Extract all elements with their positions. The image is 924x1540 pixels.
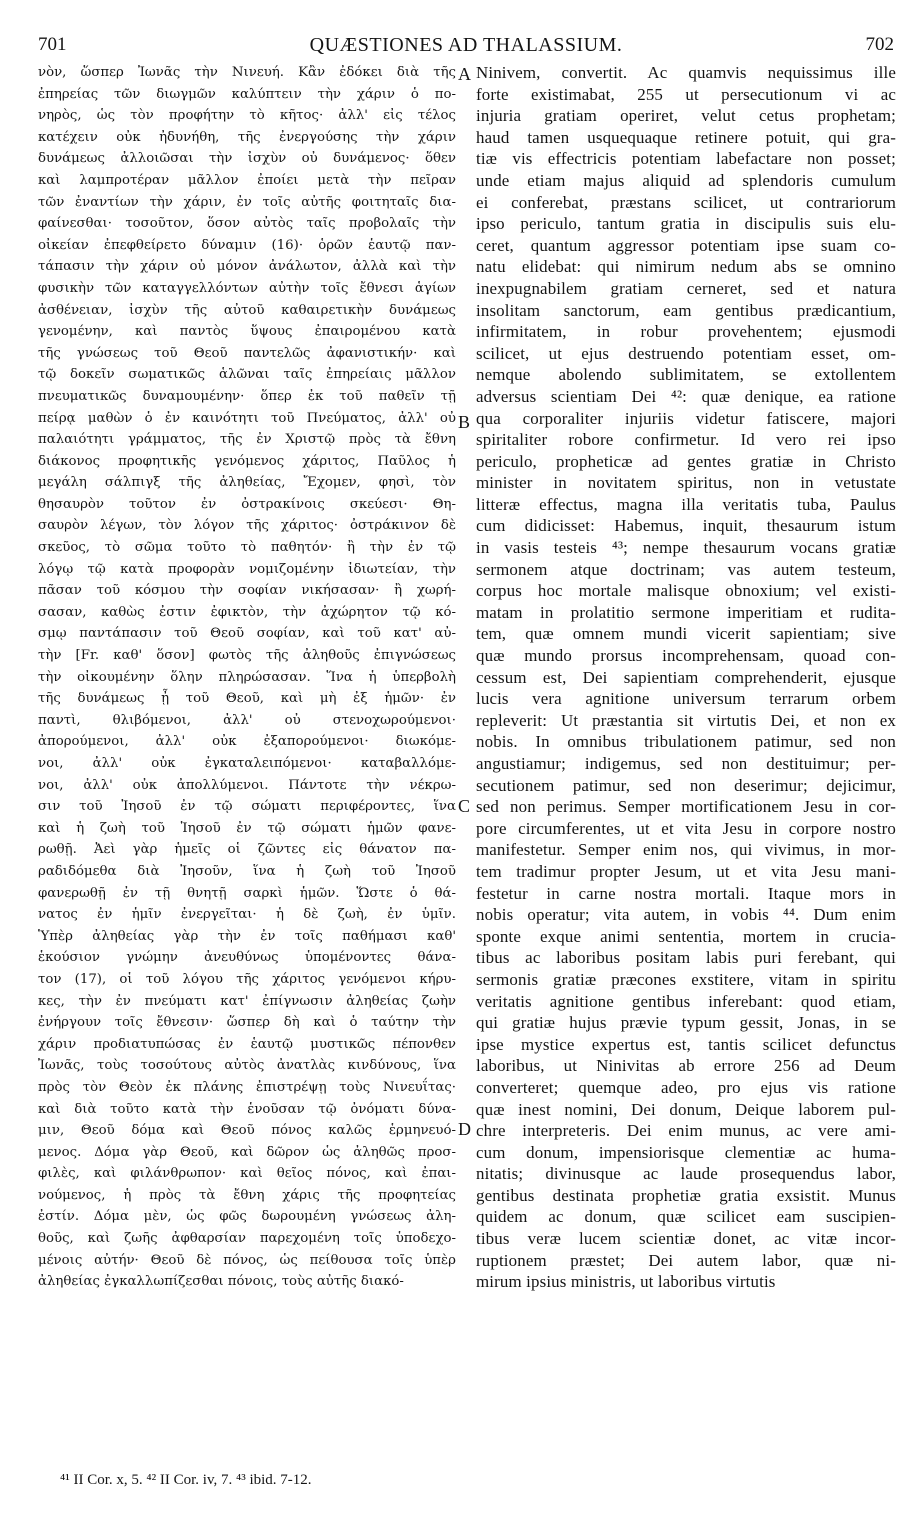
text-line: μεγάλη σάλπιγξ τῆς ἀληθείας, Ἔχομεν, φησὶ, τὸν	[38, 475, 456, 491]
text-line: qui gratiæ hujus prævie typum gessit, Jonas, in se	[476, 1013, 896, 1033]
text-line: λόγῳ τῷ κατὰ προφορὰν νομιζομένην ἰδιωτείαν, τὴν	[38, 561, 456, 577]
text-line: lucis vera agnitione universum terrarum orbem	[476, 689, 896, 709]
text-line: νατος ἐν ἡμῖν ἐνεργεῖται· ἡ δὲ ζωὴ, ἐν ὑμῖν.	[38, 907, 456, 923]
text-line: καὶ διὰ τοῦτο κατὰ τὴν ἑνοῦσαν τῷ ὀνόματι δύνα-	[38, 1101, 456, 1117]
text-line: cum donum, impensiorisque clementiæ ac huma-	[476, 1142, 896, 1162]
text-line: κατέχειν οὐκ ἠδυνήθη, τῆς ἐνεργούσης τὴν χάριν	[38, 129, 456, 145]
text-line: φανερωθῇ ἐν τῇ θνητῇ σαρκὶ ἡμῶν. Ὥστε ὁ θά-	[38, 885, 456, 901]
section-marker-c: C	[458, 796, 471, 816]
text-line: γενομένην, καὶ παντὸς ὕψους ἐπαιρομένου κατὰ	[38, 324, 456, 340]
text-line: ἀληθείας ἐγκαλλωπίζεσθαι πόνοις, τοὺς αὐτῆς διακό-	[38, 1274, 404, 1290]
text-line: converteret; quemque adeo, pro ejus vis ratione	[476, 1077, 896, 1097]
text-line: καὶ λαμπροτέραν μᾶλλον ἐποίει μετὰ τὴν πεῖραν	[38, 172, 456, 188]
text-line: scilicet, ut ejus destruendo potentiam esset, om-	[476, 343, 896, 363]
text-line: manifestetur. Semper enim nos, qui vivimus, in mor-	[476, 840, 896, 860]
text-line: διάκονος προφητικῆς γενόμενος χάριτος, Παῦλος ἡ	[38, 453, 456, 469]
text-line: νὸν, ὥσπερ Ἰωνᾶς τὴν Νινευή. Κἂν ἐδόκει διὰ τῆς	[38, 65, 456, 80]
text-line: πᾶσαν τοῦ κόσμου τὴν σοφίαν νικήσασαν· ἢ χωρή-	[38, 583, 456, 599]
text-line: periculo, propheticæ ad gentes gratiæ in Christo	[476, 451, 896, 471]
running-title: QUÆSTIONES AD THALASSIUM.	[309, 34, 623, 56]
text-line: festetur in carne nostra mortali. Itaque mors in	[476, 883, 896, 903]
text-line: φαίνεσθαι· τοσοῦτον, ὅσον αὐτὸς ταῖς προβολαῖς τὴν	[38, 216, 456, 232]
text-line: σκεῦος, τὸ σῶμα τοῦτο τὸ παθητόν· ἢ τὴν ἐν τῷ	[38, 540, 456, 556]
text-line: adversus scientiam Dei ⁴²: quæ denique, ea ratione	[476, 386, 896, 406]
text-line: ἐνήργουν τοῖς ἔθνεσιν· ὥσπερ δὴ καὶ ὁ ταύτην τὴν	[38, 1015, 456, 1031]
text-line: ραδιδόμεθα διὰ Ἰησοῦν, ἵνα ἡ ζωὴ τοῦ Ἰησοῦ	[38, 863, 456, 879]
text-line: minister in novitatem spiritus, non in vetustate	[476, 473, 896, 493]
text-line: qua corporaliter injuriis videtur fatiscere, majori	[476, 408, 896, 428]
text-line: παλαιότητι γράμματος, τῆς ἐν Χριστῷ πρὸς τὰ ἔθνη	[38, 432, 456, 448]
text-line: σασαν, καθὼς ἐστιν ἐφικτὸν, τὴν ἀχώρητον τῷ κό-	[38, 604, 456, 620]
text-line: νοι, ἀλλ' οὐκ ἐγκαταλειπόμενοι· καταβαλλόμε-	[38, 756, 456, 771]
text-line: unde etiam majus aliquid ad splendoris cumulum	[476, 170, 896, 190]
text-line: ἀσθένειαν, ἰσχὺν τῆς αὐτοῦ καθαιρετικὴν δυνάμεως	[38, 302, 456, 318]
section-marker-d: D	[458, 1119, 471, 1139]
text-line: injuria gratiam operiret, velut cetus prophetam;	[476, 106, 896, 126]
text-line: forte existimabat, 255 ut persecutionum vi ac	[476, 84, 896, 104]
text-line: κες, τὴν ἐν πνεύματι κατ' ἐπίγνωσιν ἀληθείας ζωὴν	[38, 993, 456, 1009]
text-line: παντὶ, θλιβόμενοι, ἀλλ' οὐ στενοχωρούμενοι·	[38, 712, 456, 728]
text-line: natu elidebat: qui nimirum nedum abs se omnino	[476, 257, 896, 277]
text-line: σαυρὸν λέγων, τὸν λόγον τῆς χάριτος· ὀστράκινον δὲ	[38, 518, 456, 534]
text-line: ipse mystice expertus est, tantis scilicet defunctus	[476, 1034, 896, 1054]
text-line: nobis operatur; vita autem, in vobis ⁴⁴. Dum enim	[476, 905, 896, 925]
text-line: tibus veræ lucem scientiæ donet, ac vitæ incor-	[476, 1229, 896, 1249]
text-line: tibus ac laboribus positam labis puri ferebant, qui	[476, 948, 896, 968]
text-line: tem, quæ omnem mundi vicerit sapientiam; sive	[476, 624, 896, 644]
text-line: matam in prolatitio sermone imperitiam et ruditа-	[476, 602, 896, 622]
text-line: φιλὲς, καὶ φιλάνθρωπον· καὶ θεῖος πόνος, καὶ ἐπαι-	[38, 1166, 456, 1182]
text-line: nemque abolendo sublimitatem, se extollentem	[476, 365, 896, 385]
text-line: quæ inest nomini, Dei donum, Deique laborem pul-	[476, 1099, 896, 1119]
text-line: ρωθῇ. Ἀεὶ γὰρ ἡμεῖς οἱ ζῶντες εἰς θάνατον πα-	[38, 842, 456, 858]
text-line: Ninivem, convertit. Ac quamvis nequissimus ille	[476, 63, 896, 82]
page-number-left: 701	[38, 34, 67, 55]
text-line: mirum ipsius ministris, ut laboribus virtutis	[476, 1272, 776, 1292]
text-line: ipso periculo, tantum gratia in discipulis suis elu-	[476, 214, 896, 234]
section-marker-a: A	[458, 64, 471, 84]
text-line: Ἰωνᾶς, τοὺς τοσούτους αὐτὸς ἀνατλὰς κινδύνους, ἵνα	[38, 1058, 456, 1074]
text-line: πρὸς τὸν Θεὸν ἐκ πλάνης ἐπιστρέψῃ τοὺς Νινευΐτας·	[38, 1079, 456, 1095]
text-line: corpus hoc mortale malisque obnoxium; vel existi-	[476, 581, 896, 601]
text-line: τὴν [Fr. καθ' ὅσον] φωτὸς τῆς ἀληθοῦς ἐπιγνώσεως	[38, 648, 456, 664]
text-line: secutionem patimur, sed non deserimur; dejicimur,	[476, 775, 896, 795]
text-line: ruptionem præstet; Dei autem labor, quæ ni-	[476, 1250, 896, 1270]
text-line: τῆς γνώσεως τοῦ Θεοῦ παντελῶς ἀφανιστικήν· καὶ	[38, 345, 456, 361]
text-line: θησαυρὸν τοῦτον ἐν ὀστρακίνοις σκεύεσι· Θη-	[38, 496, 456, 512]
text-line: τὴν οἰκουμένην ὅλην πληρώσασαν. Ἵνα ἡ ὑπερβολὴ	[38, 669, 456, 685]
text-line: inexpugnabilem gratiam cerneret, sed et natura	[476, 278, 896, 298]
text-line: quæ mundo prorsus incomprehensam, quoad con-	[476, 646, 896, 666]
text-line: ei conferebat, præstans scilicet, ut contrariorum	[476, 192, 896, 212]
section-marker-b: B	[458, 412, 471, 432]
text-line: repleverit: Ut præstantia sit virtutis Dei, et non ex	[476, 710, 896, 730]
text-line: ἐπηρείας τῶν διωγμῶν καλύπτειν τὴν χάριν ὁ πο-	[38, 86, 456, 102]
text-line: cum didicisset: Habemus, inquit, thesaurum istum	[476, 516, 896, 536]
greek-text-column	[38, 62, 456, 1457]
text-line: sermonis gratiæ præcones exstitere, vitam in spiritu	[476, 969, 896, 989]
text-line: haud tamen usquequaque retinere potuit, qui gra-	[476, 127, 896, 147]
text-line: πνευματικῶς δυναμουμένην· ὅπερ ἐκ τοῦ παθεῖν τῇ	[38, 388, 456, 404]
text-line: ceret, quantum aggressor potentiam ipse suam co-	[476, 235, 896, 255]
text-line: ἀπορούμενοι, ἀλλ' οὐκ ἐξαπορούμενοι· διωκόμε-	[38, 734, 456, 750]
text-line: τάπασιν τὴν χάριν οὐ μόνον ἀνάλωτον, ἀλλὰ καὶ τὴν	[38, 259, 456, 275]
text-line: νοι, ἀλλ' οὐκ ἀπολλύμενοι. Πάντοτε τὴν νέκρω-	[38, 777, 456, 793]
text-line: νούμενος, ἡ πρὸς τὰ ἔθνη χάρις τῆς προφητείας	[38, 1187, 456, 1203]
text-line: χάριν προδιατυπώσας ἐν ἑαυτῷ μυστικῶς πέπονθεν	[38, 1036, 456, 1052]
text-line: veritatis agnitione gentibus inferebant: quod etiam,	[476, 991, 896, 1011]
text-line: insolitam sanctorum, eam gentibus prædicantium,	[476, 300, 896, 320]
text-line: sermonem atque doctrinam; vas autem testeum,	[476, 559, 896, 579]
text-line: μένοις αὐτήν· Θεοῦ δὲ πόνος, ὡς πείθουσα τοῖς ὑπὲρ	[38, 1252, 456, 1268]
page-number-right: 702	[865, 34, 894, 55]
text-line: tiæ vis effectricis potentiam labefactare non posset;	[476, 149, 896, 169]
text-line: σιν τοῦ Ἰησοῦ ἐν τῷ σώματι περιφέροντες, ἵνα	[38, 799, 456, 815]
text-line: quidem ac donum, quæ scilicet eam suscipien-	[476, 1207, 896, 1227]
text-line: θοῦς, καὶ ζωῆς ἀφθαρσίαν παρεχομένη τοῖς ὑποδεχο-	[38, 1231, 456, 1247]
page-header	[38, 34, 894, 60]
text-line: sponte exque animi sententia, mortem in crucia-	[476, 926, 896, 946]
text-line: τῆς δυνάμεως ᾖ τοῦ Θεοῦ, καὶ μὴ ἐξ ἡμῶν· ἐν	[38, 691, 456, 707]
text-line: in vasis testeis ⁴³; nempe thesaurum vocans gratiæ	[476, 538, 896, 558]
text-line: gentibus destinata prophetiæ gratia exsistit. Munus	[476, 1185, 896, 1205]
text-line: laboribus, ut Ninivitas ab errore 256 ad Deum	[476, 1056, 896, 1076]
text-line: οἰκείαν ἐπεφθείρετο δύναμιν (16)· ὁρῶν ἑαυτῷ παν-	[38, 237, 456, 253]
text-line: νηρὸς, ὡς τὸν προφήτην τὸ κῆτος· ἀλλ' εἰς τέλος	[38, 108, 456, 124]
text-line: δυνάμεως ἀλλοιῶσαι τὴν ἰσχὺν οὐ δυνάμενος· ὅθεν	[38, 151, 456, 167]
text-line: cessum est, Dei sapientiam comprehenderit, ejusque	[476, 667, 896, 687]
text-line: nobis. In omnibus tribulationem patimur, sed non	[476, 732, 896, 752]
text-line: μιν, Θεοῦ δόμα καὶ Θεοῦ πόνος καλῶς ἑρμηνευό-	[38, 1123, 456, 1139]
text-line: sed non perimus. Semper mortificationem Jesu in cor-	[476, 797, 896, 817]
text-line: τον (17), οἱ τοῦ λόγου τῆς χάριτος γενόμενοι κήρυ-	[38, 971, 456, 987]
text-line: angustiamur; indigemus, sed non destituimur; per-	[476, 754, 896, 773]
text-line: μενος. Δόμα γὰρ Θεοῦ, καὶ δῶρον ὡς ἀληθῶς προσ-	[38, 1144, 456, 1160]
text-line: ἐστίν. Δόμα μὲν, ὡς φῶς δωρουμένη γνώσεως ἀλη-	[38, 1209, 456, 1225]
text-line: tem tradimur propter Jesum, ut et vita Jesu mani-	[476, 861, 896, 881]
footnotes: ⁴¹ II Cor. x, 5. ⁴² II Cor. iv, 7. ⁴³ ibid. 7-12.	[60, 1472, 312, 1488]
latin-text-column	[476, 62, 896, 1457]
text-line: spiritaliter robore confirmetur. Id vero rei ipso	[476, 430, 896, 450]
text-line: τῷ δοκεῖν σωματικῶς ἁλῶναι ταῖς ἐπηρείαις μᾶλλον	[38, 367, 456, 383]
text-line: τῶν ἐναντίων τὴν χάριν, ἐν τοῖς αὐτῆς φοιτηταῖς δια-	[38, 194, 456, 210]
text-line: litteræ effectus, magna illa veritatis tuba, Paulus	[476, 494, 896, 514]
text-line: chre interpreteris. Dei enim munus, ac vere ami-	[476, 1121, 896, 1141]
text-line: πείρᾳ μαθὼν ὁ ἐν καινότητι τοῦ Πνεύματος, ἀλλ' οὐ	[38, 410, 456, 426]
text-line: infirmitatem, in robur provehentem; ejusmodi	[476, 322, 896, 342]
text-line: φυσικὴν τῶν καταγγελλόντων αὐτὴν τοῖς ἔθνεσι ἁγίων	[38, 280, 456, 296]
text-line: καὶ ἡ ζωὴ τοῦ Ἰησοῦ ἐν τῷ σώματι ἡμῶν φανε-	[38, 820, 456, 836]
text-line: nitatis; divinusque ac laude prosequendus labor,	[476, 1164, 896, 1184]
text-line: ἑκούσιον γνώμην ἀνευθύνως ὑπομένοντες θάνα-	[38, 950, 456, 966]
text-line: σμῳ παντάπασιν τοῦ Θεοῦ σοφίαν, καὶ τοῦ κατ' αὐ-	[38, 626, 456, 642]
text-line: pore circumferentes, ut et vita Jesu in corpore nostro	[476, 818, 896, 838]
text-line: Ὑπὲρ ἀληθείας γὰρ τὴν ἐν τοῖς παθήμασι καθ'	[38, 928, 456, 944]
